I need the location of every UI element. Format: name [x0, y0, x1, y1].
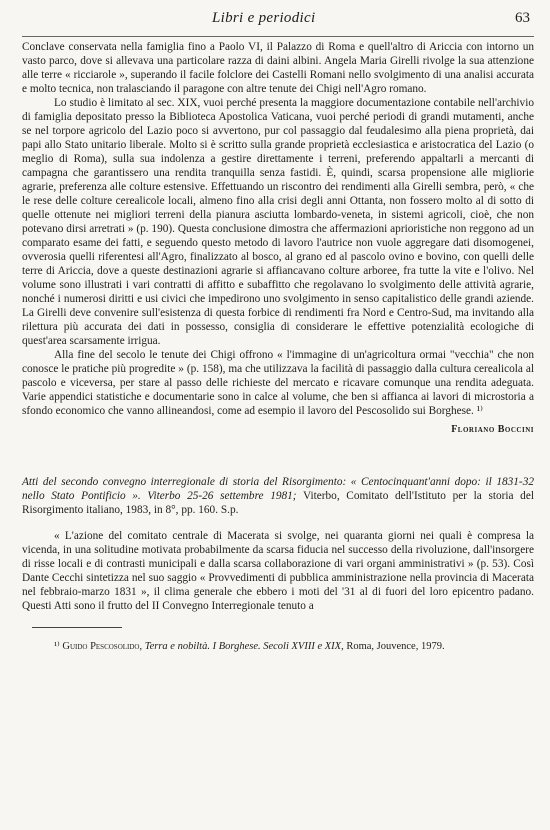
review-boccini: [22, 40, 534, 435]
review2-citation: [22, 475, 534, 517]
footnote-rule: [32, 627, 122, 628]
review2-paragraph-1: « L'azione del comitato centrale di Macerata si svolge, nei quaranta giorni nei quali è compresa la vicenda, in una solitudine motivata probabilmente da scarsa fiducia nel successo della rivoluzione, dall'insorgere di risse locali e di contrasti municipali e dalla scarsa collaborazione di vari organi amministrativi » (p. 53). Così Dante Cecchi sintetizza nel suo saggio « Provvedimenti di pubblica amministrazione nella provincia di Macerata nel febbraio-marzo 1831 », il clima generale che ebbero i moti del '31 al di fuori del loro epicentro padano. Questi Atti sono il frutto del II Convegno Interregionale tenuto a: [22, 530, 534, 612]
review-atti: [22, 475, 534, 613]
review1-paragraph-2: Lo studio è limitato al sec. XIX, vuoi perché presenta la maggiore documentazione contabile nell'archivio di famiglia depositato presso la Biblioteca Apostolica Vaticana, vuoi perché periodi di grandi mutamenti, anche se nel torpore agricolo del Lazio poco si avvertono, pur col passaggio dal feudalesimo alla piena proprietà, dai papi allo Stato unitario liberale. Molto si è scritto sulla grande proprietà ecclesiastica e aristocratica del Lazio (o meglio di Roma), sulla sua indolenza a gestire direttamente i terreni, preferendo appaltarli a mercanti di campagna che garantissero una rendita tranquilla senza fastidi. È, quindi, scarsa propensione alle migliorie agrarie, preferenza alle colture estensive. Effettuando un riscontro dei rendimenti alla Girelli sembra, però, « che le rese delle colture cerealicole locali, almeno fino alla crisi degli anni Ottanta, non fossero molto al di sotto di quelle ottenute nei migliori terreni della pianura asciutta lombardo-veneta, in sistemi agricoli, cioè, che non potevano dirsi arretrati » (p. 190). Questa conclusione dimostra che affermazioni aprioristiche non reggono ad un comparato esame dei fatti, e seguendo questo metodo di lavoro l'autrice non vuole aggregare dati disomogenei, ovverosia quelli riferentesi all'Agro, finalizzato al bosco, al grano ed al pascolo ovino e bovino, con quelli delle terre di Ariccia, dove a queste destinazioni agrarie si affiancavano colture arboree, fra tutte la vite e l'olivo. Nel volume sono illustrati i vari contratti di affitto e subaffitto che regolavano lo svolgimento delle attività agrarie, nonché i numerosi diritti e usi civici che impedirono uno svolgimento in senso capitalistico delle grandi aziende. La Girelli deve convenire sull'esistenza di questa forbice di rendimenti fra Nord e Centro-Sud, ma invitando alla rilettura più accurata dei dati in possesso, consiglia di considerare le effettive potenzialità ecologiche di quest'area scarsamente irrigua.: [22, 97, 534, 347]
footnote: ¹⁾ Guido Pescosolido, Terra e nobiltà. I Borghese. Secoli XVIII e XIX, Roma, Jouvence, 1979.: [54, 641, 445, 652]
running-title: Libri e periodici: [212, 10, 316, 26]
review1-signature: Floriano Boccini: [451, 424, 534, 435]
footnote-title: Terra e nobiltà. I Borghese. Secoli XVIII e XIX: [144, 641, 342, 652]
review1-paragraph-3: Alla fine del secolo le tenute dei Chigi offrono « l'immagine di un'agricoltura ormai "vecchia" che non conosce le pratiche più progredite » (p. 158), ma che utilizzava la facilità di passaggio dalla cultura cerealicola al pascolo e viceversa, per stare al passo delle richieste del mercato e ricavare comunque una rendita adeguata. Varie appendici statistiche e documentarie sono in calce al volume, che ben si affianca ai lavori di microstoria a sfondo economico che vanno allineandosi, come ad esempio il lavoro del Pescosolido sui Borghese. ¹⁾: [22, 349, 534, 417]
footnote-marker: ¹⁾: [54, 641, 60, 652]
footnote-publisher: , Roma, Jouvence, 1979.: [341, 641, 445, 652]
citation-gap: [22, 517, 534, 529]
page-header: [22, 0, 534, 40]
section-gap: [22, 435, 534, 475]
footnote-author: Guido Pescosolido: [62, 641, 140, 652]
page-number: 63: [515, 10, 530, 26]
page: [22, 0, 534, 654]
review1-paragraph-1: Conclave conservata nella famiglia fino a Paolo VI, il Palazzo di Roma e quell'altro di Ariccia con intorno un vasto parco, dove si allevava una particolare razza di daini albini. Angela Maria Girelli rivolge la sua attenzione alle terre « ricciarole », superando il facile folclore dei Castelli Romani nello svolgimento di una analisi accurata e molto tecnica, non tralasciando il paragone con altre tenute dei Chigi nell'Agro romano.: [22, 41, 534, 95]
review2-citation-title: Atti del secondo convegno interregionale di storia del Risorgimento: « Centocinquant'anni dopo: il 1831-32 nello Stato Pontificio ». Viterbo 25-26 settembre 1981;: [22, 476, 534, 502]
header-rule: [22, 36, 534, 37]
review2-citation-publisher: Viterbo, Comitato dell'Istituto per la storia del Risorgimento italiano, 1983, in 8°, pp. 160. S.p.: [22, 490, 534, 516]
